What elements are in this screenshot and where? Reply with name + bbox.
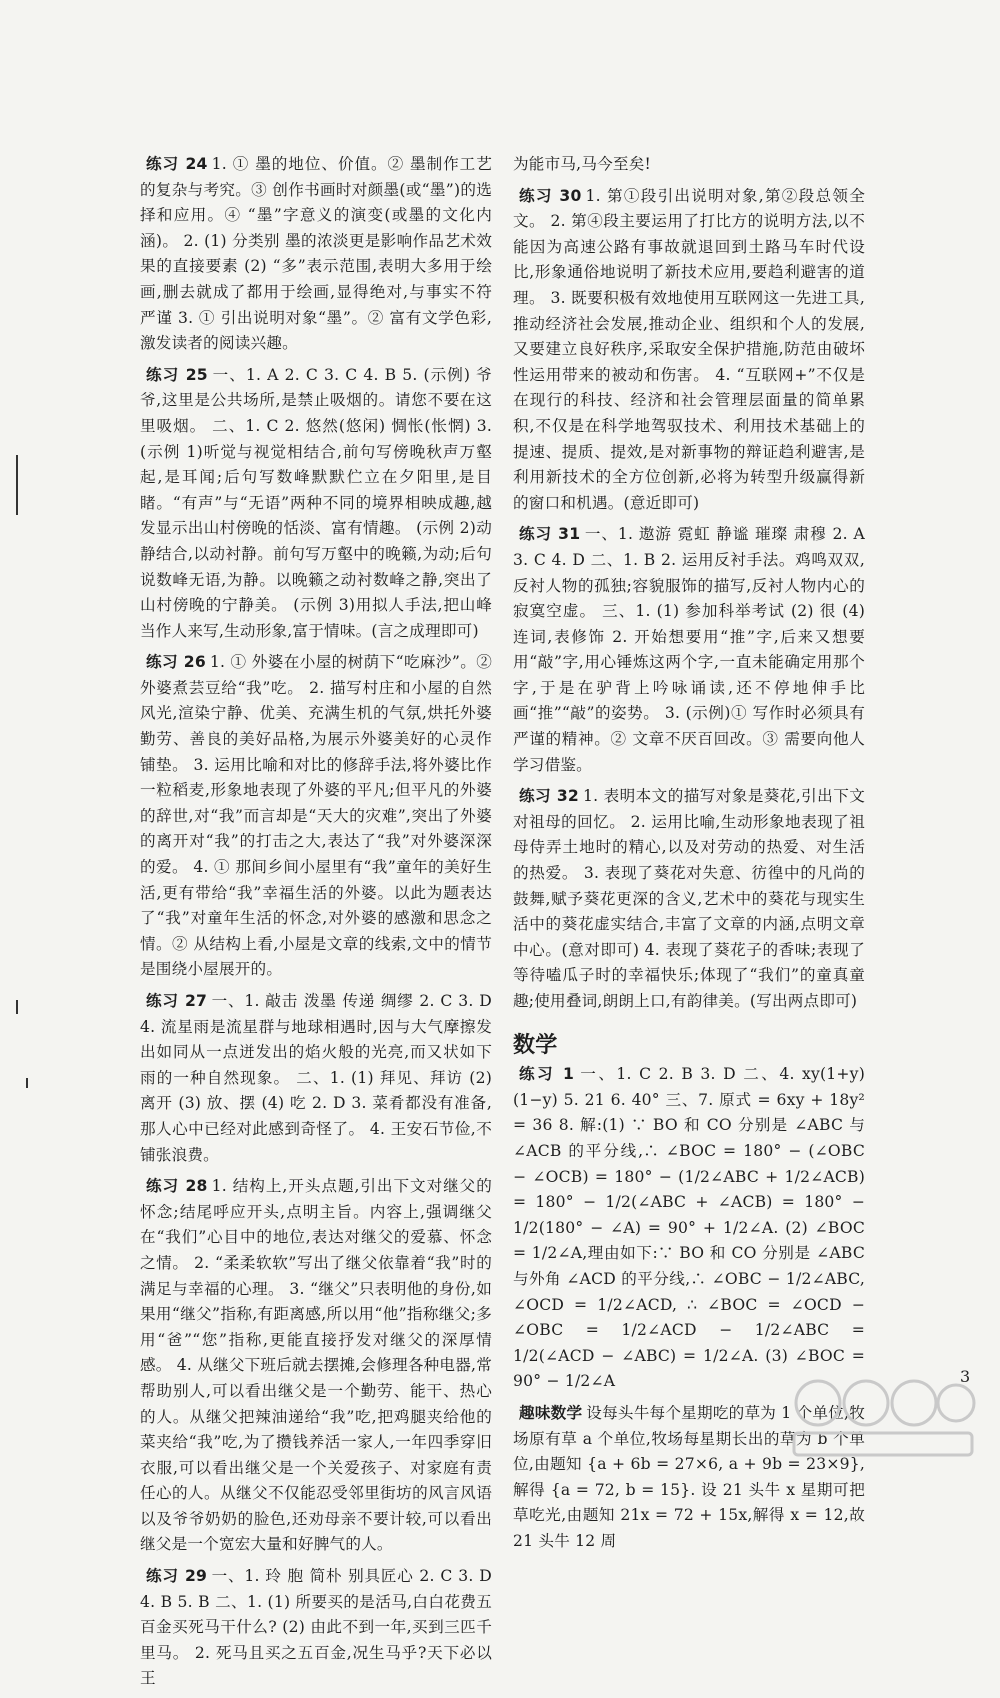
answer-paragraph (513, 784, 865, 1014)
exercise-label: 练习 31 (519, 525, 581, 544)
margin-scan-mark (26, 1078, 28, 1088)
exercise-label: 练习 27 (146, 992, 208, 1010)
exercise-label: 练习 25 (146, 365, 208, 384)
answer-paragraph (513, 522, 865, 778)
answer-text: 一、1. A 2. C 3. C 4. B 5. (示例) 爷爷,这里是公共场所,是禁止吸烟的。请您不要在这里吸烟。 二、1. C 2. 悠然(悠闲) 惆怅(怅惘) 3. (示例 1)听觉与视觉相结合,前句写傍晚秋声万壑起,是耳闻;后句写数峰默默伫立在夕阳里,是目睹。“有声”与“无语”两种不同的境界相映成趣,越发显示出山村傍晚的恬淡、富有情趣。 (示例 2)动静结合,以动衬静。前句写万壑中的晚籁,为动;后句说数峰无语,为静。以晚籁之动衬数峰之静,突出了山村傍晚的宁静美。 (示例 3)用拟人手法,把山峰当作人来写,生动形象,富于情味。(言之成理即可) (140, 365, 492, 640)
answer-text: 1. 第①段引出说明对象,第②段总领全文。 2. 第④段主要运用了打比方的说明方法,以不能因为高速公路有事故就退回到土路马车时代设比,形象通俗地说明了新技术应用,要趋利避害的道理。 3. 既要积极有效地使用互联网这一先进工具,推动经济社会发展,推动企业、组织和个人的发展,又要建立良好秩序,采取安全保护措施,防范由破坏性运用带来的被动和伤害。 4. “互联网+”不仅是在现行的科技、经济和社会管理层面量的简单累积,不仅是在科学地驾驭技术、利用技术基础上的提速、提质、提效,是对新事物的辩证趋利避害,是利用新技术的全方位创新,必将为转型升级赢得新的窗口和机遇。(意近即可) (513, 186, 866, 512)
answer-column-left (140, 152, 492, 1698)
margin-scan-mark (16, 455, 18, 515)
exercise-label: 练习 1 (519, 1065, 575, 1084)
exercise-label: 练习 32 (519, 787, 579, 806)
section-title-math: 数学 (513, 1032, 558, 1058)
exercise-label: 趣味数学 (519, 1403, 583, 1422)
page-number: 3 (960, 1367, 971, 1386)
answer-paragraph (140, 1174, 492, 1558)
answer-paragraph (140, 363, 492, 645)
exercise-label: 练习 29 (146, 1567, 208, 1586)
answer-text: 1. 表明本文的描写对象是葵花,引出下文对祖母的回忆。 2. 运用比喻,生动形象地表现了祖母侍弄土地时的精心,以及对劳动的热爱、对生活的热爱。 3. 表现了葵花对失意、彷徨中的凡尚的鼓舞,赋予葵花更深的含义,艺术中的葵花与现实生活中的葵花虚实结合,丰富了文章的内涵,点明文章中心。(意对即可) 4. 表现了葵花子的香味;表现了等待嗑瓜子时的幸福快乐;体现了“我们”的童真童趣;使用叠词,朗朗上口,有韵律美。(写出两点即可) (513, 787, 865, 1010)
answer-text: 一、1. 敲击 泼墨 传递 绸缪 2. C 3. D 4. 流星雨是流星群与地球相遇时,因与大气摩擦发出如同从一点迸发出的焰火般的光亮,而又状如下雨的一种自然现象。 二、1. (1) 拜见、拜访 (2) 离开 (3) 放、摆 (4) 吃 2. D 3. 菜肴都没有准备,那人心中已经对此感到奇怪了。 4. 王安石节俭,不铺张浪费。 (140, 992, 492, 1164)
answer-paragraph (140, 650, 492, 983)
answer-paragraph (513, 1062, 865, 1395)
exercise-label: 练习 30 (519, 186, 582, 205)
answer-paragraph (140, 152, 492, 357)
exercise-label: 练习 26 (146, 653, 206, 672)
margin-scan-mark (16, 1000, 18, 1014)
answer-paragraph (140, 1564, 492, 1692)
answer-text: 为能市马,马今至矣! (513, 155, 651, 173)
answer-text: 1. ① 墨的地位、价值。② 墨制作工艺的复杂与考究。③ 创作书画时对颜墨(或“墨”)的选择和应用。④ “墨”字意义的演变(或墨的文化内涵)。 2. (1) 分类别 墨的浓淡更是影响作品艺术效果的直接要素 (2) “多”表示范围,表明大多用于绘画,删去就成了都用于绘画,显得绝对,与事实不符 严谨 3. ① 引出说明对象“墨”。② 富有文学色彩,激发读者的阅读兴趣。 (140, 155, 492, 353)
exercise-label: 练习 28 (146, 1177, 208, 1196)
answer-text: 一、1. 遨游 霓虹 静谧 璀璨 肃穆 2. A 3. C 4. D 二、1. B 2. 运用反衬手法。鸡鸣双双,反衬人物的孤独;容貌服饰的描写,反衬人物内心的寂寞空虚。 三、1. (1) 参加科举考试 (2) 很 (4) 连词,表修饰 2. 开始想要用“推”字,后来又想要用“敲”字,用心锤炼这两个字,一直未能确定用那个字,于是在驴背上吟咏诵读,还不停地伸手比画“推”“敲”的姿势。 3. (示例)① 写作时必须具有严谨的精神。② 文章不厌百回改。③ 需要向他人学习借鉴。 (513, 525, 865, 774)
answer-text: 1. 结构上,开头点题,引出下文对继父的怀念;结尾呼应开头,点明主旨。内容上,强调继父在“我们”心目中的地位,表达对继父的爱慕、怀念之情。 2. “柔柔软软”写出了继父依靠着“我”时的满足与幸福的心理。 3. “继父”只表明他的身份,如果用“继父”指称,有距离感,所以用“他”指称继父;多用“爸”“您”指称,更能直接抒发对继父的深厚情感。 4. 从继父下班后就去摆摊,会修理各种电器,常帮助别人,可以看出继父是一个勤劳、能干、热心的人。从继父把辣油递给“我”吃,把鸡腿夹给他的菜夹给“我”吃,为了攒钱养活一家人,一年四季穿旧衣服,可以看出继父是一个关爱孩子、对家庭有责任心的人。从继父不仅能忍受邻里街坊的风言风语以及爷爷奶奶的脸色,还劝母亲不要计较,可以看出继父是一个宽宏大量和好脾气的人。 (140, 1177, 492, 1554)
answer-text: 设每头牛每个星期吃的草为 1 个单位,牧场原有草 a 个单位,牧场每星期长出的草为 b 个单位,由题知 {a + 6b = 27×6, a + 9b = 23×9},解得 {a = 72, b = 15}. 设 21 头牛 x 星期可把草吃光,由题知 21x = 72 + 15x,解得 x = 12,故 21 头牛 12 周 (513, 1403, 865, 1550)
exercise-label: 练习 24 (146, 155, 208, 173)
answer-paragraph (513, 152, 865, 178)
answer-column-right (513, 152, 865, 1560)
watermark-logo-icon (788, 1371, 978, 1461)
answer-text: 一、1. 玲 胞 简朴 别具匠心 2. C 3. D 4. B 5. B 二、1. (1) 所要买的是活马,白白花费五百金买死马干什么? (2) 由此不到一年,买到三匹千里马。 2. 死马且买之五百金,况生马乎?天下必以王 (140, 1567, 492, 1688)
answer-text: 1. ① 外婆在小屋的树荫下“吃麻沙”。② 外婆煮芸豆给“我”吃。 2. 描写村庄和小屋的自然风光,渲染宁静、优美、充满生机的气氛,烘托外婆勤劳、善良的美好品格,为展示外婆美好的心灵作铺垫。 3. 运用比喻和对比的修辞手法,将外婆比作一粒稻麦,形象地表现了外婆的平凡;但平凡的外婆的辞世,对“我”而言却是“天大的灾难”,突出了外婆的离开对“我”的打击之大,表达了“我”对外婆深深的爱。 4. ① 那间乡间小屋里有“我”童年的美好生活,更有带给“我”幸福生活的外婆。以此为题表达了“我”对童年生活的怀念,对外婆的感激和思念之情。② 从结构上看,小屋是文章的线索,文中的情节是围绕小屋展开的。 (140, 653, 492, 979)
answer-paragraph (513, 184, 865, 517)
answer-text: 一、1. C 2. B 3. D 二、4. xy(1+y)(1−y) 5. 21 6. 40° 三、7. 原式 = 6xy + 18y² = 36 8. 解:(1) ∵ BO 和 CO 分别是 ∠ABC 与 ∠ACB 的平分线,∴ ∠BOC = 180° − (∠OBC − ∠OCB) = 180° − (1/2∠ABC + 1/2∠ACB) = 180° − 1/2(∠ABC + ∠ACB) = 180° − 1/2(180° − ∠A) = 90° + 1/2∠A. (2) ∠BOC = 1/2∠A,理由如下:∵ BO 和 CO 分别是 ∠ABC 与外角 ∠ACD 的平分线,∴ ∠OBC − 1/2∠ABC, ∠OCD = 1/2∠ACD, ∴ ∠BOC = ∠OCD − ∠OBC = 1/2∠ACD − 1/2∠ABC = 1/2(∠ACD − ∠ABC) = 1/2∠A. (3) ∠BOC = 90° − 1/2∠A (513, 1065, 865, 1391)
answer-paragraph (140, 989, 492, 1168)
